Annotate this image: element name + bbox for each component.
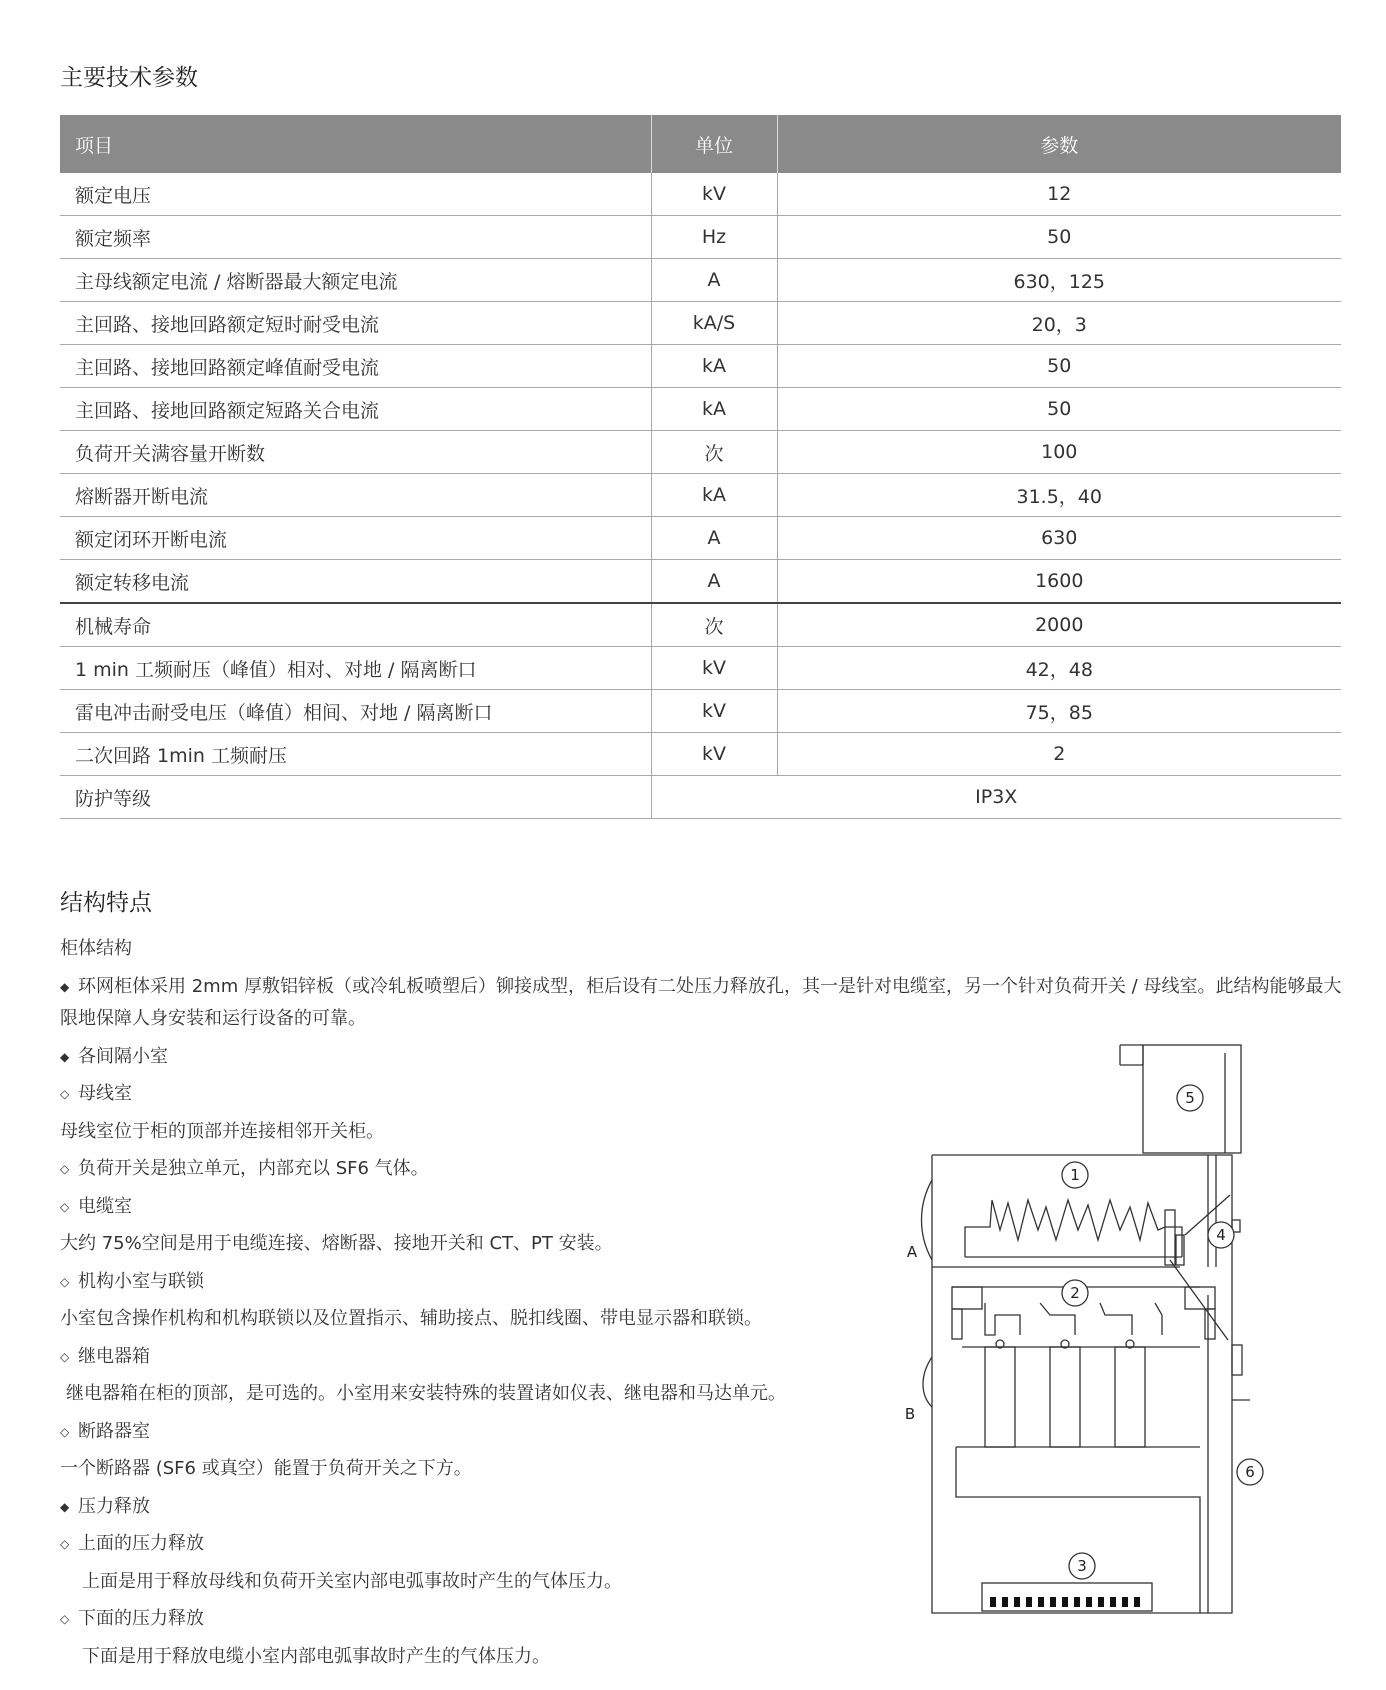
row-item: 机械寿命 (60, 603, 651, 647)
cabinet-diagram-svg (900, 1035, 1300, 1635)
header-param: 参数 (777, 115, 1341, 173)
bullet-hollow-icon: ◇ (60, 1199, 70, 1214)
bullet-hollow-icon: ◇ (60, 1537, 70, 1551)
table-header-row (60, 115, 1341, 173)
table-row (60, 517, 1341, 560)
mechanism-desc: 小室包含操作机构和机构联锁以及位置指示、辅助接点、脱扣线圈、带电显示器和联锁。 (60, 1308, 762, 1329)
bullet-filled-icon: ◆ (60, 1049, 70, 1064)
row-item: 负荷开关满容量开断数 (60, 431, 651, 474)
table-row (60, 603, 1341, 647)
row-item: 主回路、接地回路额定峰值耐受电流 (60, 345, 651, 388)
row-unit: kV (651, 647, 777, 690)
row-item: 1 min 工频耐压（峰值）相对、对地 / 隔离断口 (60, 647, 651, 690)
section-title-technical-parameters: 主要技术参数 (60, 65, 198, 91)
callout-5-label: 5 (1185, 1089, 1195, 1107)
row-value: 1600 (777, 560, 1341, 604)
lower-desc: 下面是用于释放电缆小室内部电弧事故时产生的气体压力。 (82, 1645, 550, 1667)
table-row (60, 733, 1341, 776)
fuse-holder (1115, 1347, 1145, 1447)
row-item: 额定闭环开断电流 (60, 517, 651, 560)
row-value: 42，48 (777, 647, 1341, 690)
label-a: A (906, 1243, 918, 1261)
row-unit: 次 (651, 603, 777, 647)
bullet-filled-icon: ◆ (60, 979, 70, 994)
busbar-desc: 母线室位于柜的顶部并连接相邻开关柜。 (60, 1120, 384, 1142)
row-value: 31.5，40 (777, 474, 1341, 517)
row-item: 额定频率 (60, 216, 651, 259)
row-item: 主母线额定电流 / 熔断器最大额定电流 (60, 259, 651, 302)
row-item: 防护等级 (60, 776, 651, 819)
fuse-holder (985, 1347, 1015, 1447)
row-value: 630 (777, 517, 1341, 560)
table-row (60, 474, 1341, 517)
cabinet-outline (932, 1155, 1232, 1613)
row-value: 50 (777, 388, 1341, 431)
ventilation-grill (990, 1597, 1140, 1607)
row-unit: kA/S (651, 302, 777, 345)
cabinet-structure-diagram (900, 1035, 1300, 1635)
bullet-filled-icon: ◆ (60, 1499, 70, 1514)
row-unit: kV (651, 690, 777, 733)
label-b: B (904, 1405, 916, 1423)
mechanism-title: 机构小室与联锁 (78, 1270, 204, 1292)
bullet-hollow-icon: ◇ (60, 1162, 70, 1176)
upper-title: 上面的压力释放 (78, 1533, 204, 1554)
relay-desc: 继电器箱在柜的顶部，是可选的。小室用来安装特殊的装置诸如仪表、继电器和马达单元。 (66, 1383, 786, 1404)
lower-title: 下面的压力释放 (78, 1608, 204, 1629)
row-value: 100 (777, 431, 1341, 474)
row-unit: kV (651, 173, 777, 216)
row-unit: kA (651, 474, 777, 517)
row-unit: A (651, 560, 777, 604)
upper-desc: 上面是用于释放母线和负荷开关室内部电弧事故时产生的气体压力。 (82, 1570, 622, 1592)
header-item: 项目 (60, 115, 651, 173)
body-title: 柜体结构 (60, 938, 132, 959)
table-row (60, 216, 1341, 259)
row-value: 20，3 (777, 302, 1341, 345)
row-value: 75，85 (777, 690, 1341, 733)
table-row (60, 560, 1341, 604)
row-unit: kA (651, 388, 777, 431)
row-item: 熔断器开断电流 (60, 474, 651, 517)
row-value: 630，125 (777, 259, 1341, 302)
breaker-desc: 一个断路器 (SF6 或真空）能置于负荷开关之下方。 (60, 1458, 472, 1479)
table-row (60, 388, 1341, 431)
callout-4-label: 4 (1216, 1226, 1226, 1244)
busbar-contacts (965, 1200, 1182, 1257)
pressure-heading: 压力释放 (78, 1495, 150, 1517)
table-row (60, 776, 1341, 819)
busbar-title: 母线室 (78, 1083, 132, 1104)
row-unit: 次 (651, 431, 777, 474)
fuse-holder (1050, 1347, 1080, 1447)
table-row (60, 647, 1341, 690)
bullet-hollow-icon: ◇ (60, 1424, 70, 1439)
row-item: 主回路、接地回路额定短路关合电流 (60, 388, 651, 431)
header-unit: 单位 (651, 115, 777, 173)
row-unit: A (651, 259, 777, 302)
load-switch-desc: 负荷开关是独立单元，内部充以 SF6 气体。 (78, 1158, 429, 1179)
row-value: 2000 (777, 603, 1341, 647)
row-item: 额定电压 (60, 173, 651, 216)
bullet-hollow-icon: ◇ (60, 1349, 70, 1364)
bullet-hollow-icon: ◇ (60, 1274, 70, 1289)
row-value: 50 (777, 345, 1341, 388)
callout-6-label: 6 (1245, 1463, 1255, 1481)
cable-desc: 大约 75%空间是用于电缆连接、熔断器、接地开关和 CT、PT 安装。 (60, 1233, 613, 1254)
callout-1-label: 1 (1070, 1166, 1080, 1184)
row-value: 50 (777, 216, 1341, 259)
row-unit: Hz (651, 216, 777, 259)
cabinet-desc: 环网柜体采用 2mm 厚敷铝锌板（或冷轧板喷塑后）铆接成型，柜后设有二处压力释放孔，其一是针对电缆室，另一个针对负荷开关 / 母线室。此结构能够最大限地保障人身安装和运行设备的可靠。 (60, 975, 1342, 1029)
row-unit: A (651, 517, 777, 560)
bullet-hollow-icon: ◇ (60, 1087, 70, 1101)
breaker-title: 断路器室 (78, 1420, 150, 1442)
table-row (60, 345, 1341, 388)
row-unit: kA (651, 345, 777, 388)
cabinet-paragraph (60, 971, 1342, 1034)
row-item: 二次回路 1min 工频耐压 (60, 733, 651, 776)
row-value: IP3X (651, 776, 1341, 819)
row-item: 主回路、接地回路额定短时耐受电流 (60, 302, 651, 345)
cable-title: 电缆室 (78, 1195, 132, 1217)
relay-title: 继电器箱 (78, 1345, 150, 1367)
table-row (60, 173, 1341, 216)
table-row (60, 431, 1341, 474)
table-row (60, 302, 1341, 345)
row-item: 额定转移电流 (60, 560, 651, 604)
compartments-heading: 各间隔小室 (78, 1045, 168, 1067)
table-row (60, 690, 1341, 733)
bullet-hollow-icon: ◇ (60, 1612, 70, 1626)
callout-2-label: 2 (1070, 1284, 1080, 1302)
section-title-structure: 结构特点 (60, 890, 152, 916)
technical-parameters-table (60, 115, 1341, 819)
table-row (60, 259, 1341, 302)
callout-3-label: 3 (1077, 1557, 1087, 1575)
row-value: 2 (777, 733, 1341, 776)
row-value: 12 (777, 173, 1341, 216)
row-unit: kV (651, 733, 777, 776)
row-item: 雷电冲击耐受电压（峰值）相间、对地 / 隔离断口 (60, 690, 651, 733)
